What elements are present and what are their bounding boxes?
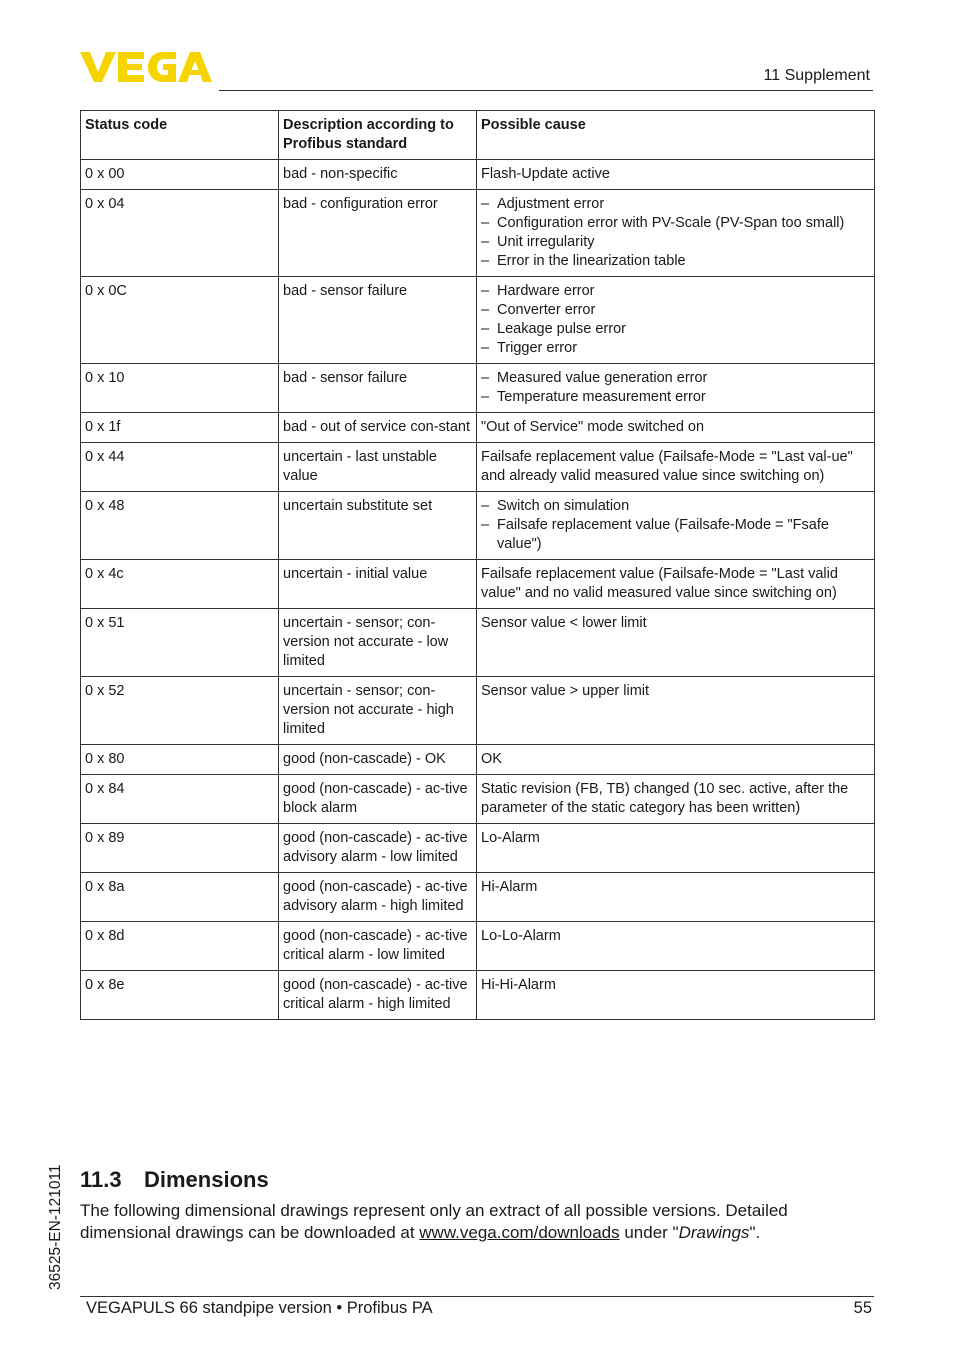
- cause-list: [481, 195, 870, 271]
- description-cell: uncertain - sensor; con-version not accurate - high limited: [279, 677, 477, 745]
- column-header-description: Description according to Profibus standard: [279, 111, 477, 160]
- cause-list-item: – Leakage pulse error: [481, 320, 870, 339]
- description-cell: bad - non-specific: [279, 160, 477, 190]
- description-cell: bad - out of service con-stant: [279, 413, 477, 443]
- possible-cause-cell: OK: [477, 745, 875, 775]
- description-cell: uncertain substitute set: [279, 492, 477, 560]
- table-row: [81, 971, 875, 1020]
- cause-list-item: – Error in the linearization table: [481, 252, 870, 271]
- section-number: 11.3: [80, 1167, 122, 1192]
- possible-cause-cell: Hi-Hi-Alarm: [477, 971, 875, 1020]
- footer-rule: [80, 1296, 874, 1297]
- cause-list-item: – Temperature measurement error: [481, 388, 870, 407]
- cause-list-item: – Adjustment error: [481, 195, 870, 214]
- document-code: 36525-EN-121011: [47, 1164, 64, 1290]
- status-code-table: [80, 110, 875, 1020]
- paragraph-text: under ": [619, 1223, 679, 1242]
- cause-list: [481, 369, 870, 407]
- possible-cause-cell: Failsafe replacement value (Failsafe-Mode = "Last val-ue" and already valid measured value since switching on): [477, 443, 875, 492]
- possible-cause-cell: [477, 492, 875, 560]
- table-row: [81, 492, 875, 560]
- section-title: Dimensions: [144, 1167, 269, 1192]
- page-number: 55: [853, 1299, 872, 1317]
- possible-cause-cell: Hi-Alarm: [477, 873, 875, 922]
- table-row: [81, 413, 875, 443]
- status-code-cell: 0 x 8d: [81, 922, 279, 971]
- status-code-cell: 0 x 1f: [81, 413, 279, 443]
- table-row: [81, 922, 875, 971]
- possible-cause-cell: Static revision (FB, TB) changed (10 sec. active, after the parameter of the static category has been written): [477, 775, 875, 824]
- table-row: [81, 364, 875, 413]
- cause-list-item: – Configuration error with PV-Scale (PV-Span too small): [481, 214, 870, 233]
- chapter-label: 11 Supplement: [763, 67, 870, 84]
- table-row: [81, 560, 875, 609]
- possible-cause-cell: Failsafe replacement value (Failsafe-Mode = "Last valid value" and no valid measured value since switching on): [477, 560, 875, 609]
- status-code-cell: 0 x 48: [81, 492, 279, 560]
- column-header-status-code: Status code: [81, 111, 279, 160]
- table-row: [81, 824, 875, 873]
- table-row: [81, 873, 875, 922]
- paragraph-text: The following dimensional drawings represent only an extract of all possible versions. Detailed dimensional drawings can be downloaded at: [80, 1201, 788, 1242]
- table-row: [81, 677, 875, 745]
- description-cell: good (non-cascade) - ac-tive advisory alarm - low limited: [279, 824, 477, 873]
- status-code-cell: 0 x 51: [81, 609, 279, 677]
- possible-cause-cell: "Out of Service" mode switched on: [477, 413, 875, 443]
- cause-list-item: – Switch on simulation: [481, 497, 870, 516]
- status-code-cell: 0 x 44: [81, 443, 279, 492]
- table-row: [81, 160, 875, 190]
- possible-cause-cell: Lo-Lo-Alarm: [477, 922, 875, 971]
- status-code-cell: 0 x 4c: [81, 560, 279, 609]
- table-row: [81, 190, 875, 277]
- table-row: [81, 277, 875, 364]
- section-paragraph: [80, 1200, 870, 1244]
- description-cell: bad - sensor failure: [279, 277, 477, 364]
- status-code-cell: 0 x 52: [81, 677, 279, 745]
- description-cell: good (non-cascade) - ac-tive critical alarm - high limited: [279, 971, 477, 1020]
- status-code-cell: 0 x 8a: [81, 873, 279, 922]
- status-code-cell: 0 x 04: [81, 190, 279, 277]
- status-code-cell: 0 x 0C: [81, 277, 279, 364]
- cause-list-item: – Unit irregularity: [481, 233, 870, 252]
- cause-list-item: – Converter error: [481, 301, 870, 320]
- status-code-cell: 0 x 80: [81, 745, 279, 775]
- table-row: [81, 775, 875, 824]
- status-code-cell: 0 x 00: [81, 160, 279, 190]
- description-cell: uncertain - last unstable value: [279, 443, 477, 492]
- description-cell: good (non-cascade) - ac-tive critical alarm - low limited: [279, 922, 477, 971]
- cause-list-item: – Failsafe replacement value (Failsafe-Mode = "Fsafe value"): [481, 516, 870, 554]
- status-code-cell: 0 x 8e: [81, 971, 279, 1020]
- downloads-link[interactable]: www.vega.com/downloads: [419, 1223, 620, 1242]
- description-cell: good (non-cascade) - ac-tive block alarm: [279, 775, 477, 824]
- possible-cause-cell: Sensor value < lower limit: [477, 609, 875, 677]
- cause-list-item: – Trigger error: [481, 339, 870, 358]
- description-cell: bad - sensor failure: [279, 364, 477, 413]
- status-code-cell: 0 x 89: [81, 824, 279, 873]
- cause-list: [481, 497, 870, 554]
- table-row: [81, 609, 875, 677]
- cause-list-item: – Measured value generation error: [481, 369, 870, 388]
- footer-title: VEGAPULS 66 standpipe version • Profibus PA: [86, 1299, 433, 1317]
- possible-cause-cell: [477, 364, 875, 413]
- description-cell: good (non-cascade) - ac-tive advisory alarm - high limited: [279, 873, 477, 922]
- possible-cause-cell: [477, 277, 875, 364]
- possible-cause-cell: Sensor value > upper limit: [477, 677, 875, 745]
- table-row: [81, 745, 875, 775]
- possible-cause-cell: Lo-Alarm: [477, 824, 875, 873]
- header-rule: [219, 90, 873, 91]
- section-heading: [80, 1167, 269, 1193]
- status-code-cell: 0 x 84: [81, 775, 279, 824]
- column-header-possible-cause: Possible cause: [477, 111, 875, 160]
- paragraph-text: ".: [749, 1223, 761, 1242]
- table-header-row: [81, 111, 875, 160]
- paragraph-emphasis: Drawings: [678, 1223, 750, 1242]
- table-row: [81, 443, 875, 492]
- possible-cause-cell: Flash-Update active: [477, 160, 875, 190]
- cause-list-item: – Hardware error: [481, 282, 870, 301]
- cause-list: [481, 282, 870, 358]
- description-cell: good (non-cascade) - OK: [279, 745, 477, 775]
- status-code-cell: 0 x 10: [81, 364, 279, 413]
- description-cell: uncertain - sensor; con-version not accurate - low limited: [279, 609, 477, 677]
- possible-cause-cell: [477, 190, 875, 277]
- description-cell: uncertain - initial value: [279, 560, 477, 609]
- description-cell: bad - configuration error: [279, 190, 477, 277]
- vega-logo: [80, 50, 212, 84]
